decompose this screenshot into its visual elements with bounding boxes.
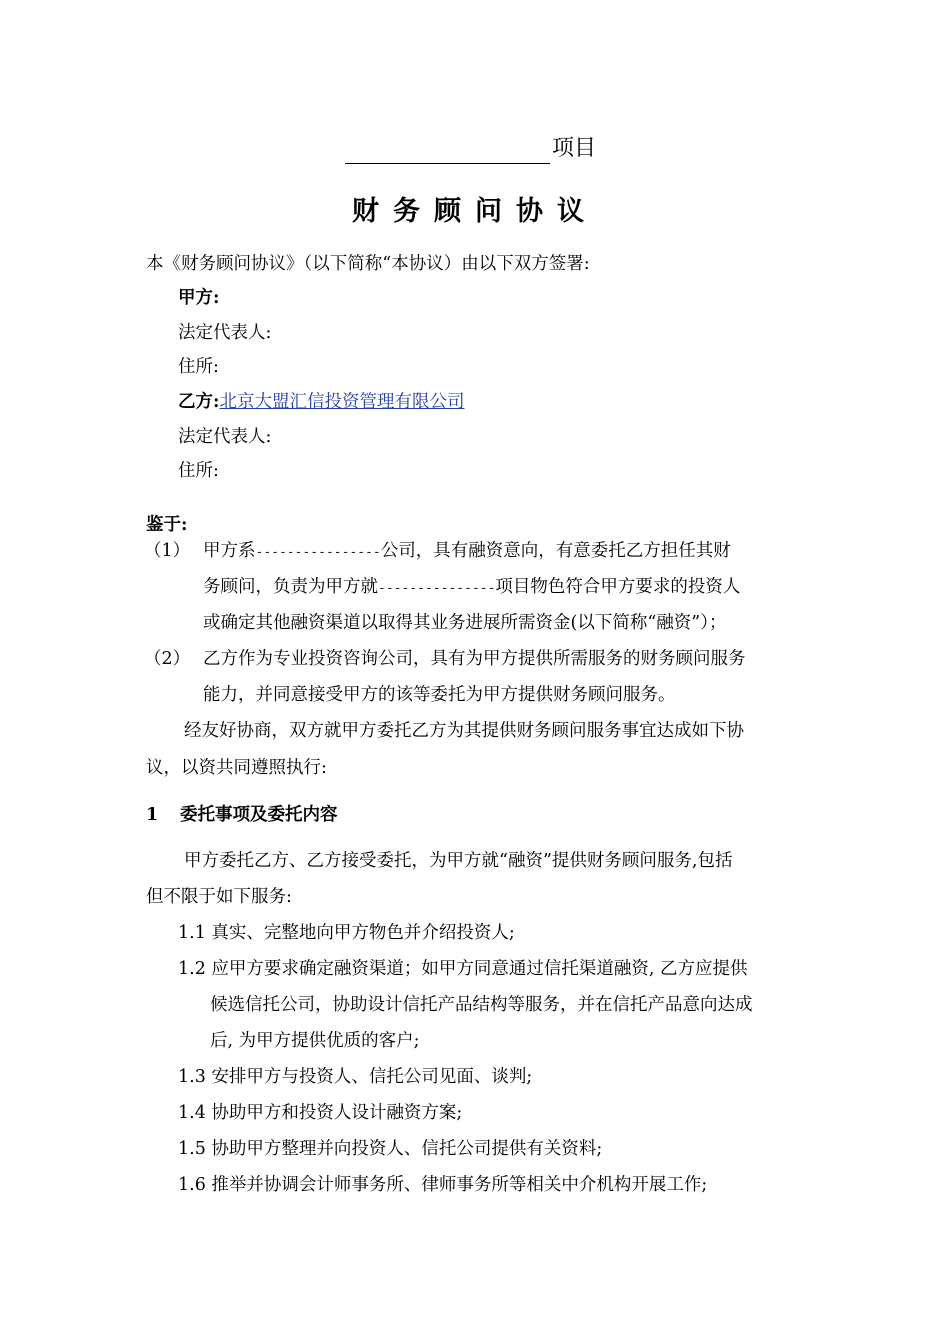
list-item-continuation: 后, 为甲方提供优质的客户; (210, 1031, 420, 1051)
party-b-line (178, 391, 464, 413)
intro-paragraph: 本《财务顾问协议》（以下简称“本协议）由以下双方签署: (146, 254, 590, 274)
list-item: 1.4 协助甲方和投资人设计融资方案; (178, 1103, 463, 1123)
section1-number: 1 (146, 805, 159, 825)
whereas-item2-line2: 能力，并同意接受甲方的该等委托为甲方提供财务顾问服务。 (203, 685, 676, 705)
party-b-label: 乙方: (178, 392, 220, 412)
document-title: 财务顾问协议 (352, 196, 598, 227)
list-item: 1.1 真实、完整地向甲方物色并介绍投资人; (178, 923, 515, 943)
section1-title: 委托事项及委托内容 (180, 805, 338, 825)
whereas-item1-line1: 甲方系----------------公司，具有融资意向，有意委托乙方担任其财 (203, 541, 731, 561)
blank-dashes: --------------- (378, 581, 496, 596)
agreement-line2: 议，以资共同遵照执行: (146, 758, 327, 778)
project-suffix: 项目 (552, 136, 597, 161)
party-b-company-link[interactable]: 北京大盟汇信投资管理有限公司 (219, 392, 465, 412)
whereas-item1-line2: 务顾问，负责为甲方就---------------项目物色符合甲方要求的投资人 (203, 577, 741, 597)
blank-dashes: ---------------- (255, 545, 381, 560)
agreement-line1: 经友好协商，双方就甲方委托乙方为其提供财务顾问服务事宜达成如下协 (184, 721, 744, 741)
party-a-address: 住所: (178, 357, 219, 377)
whereas-item1-line3: 或确定其他融资渠道以取得其业务进展所需资金(以下简称“融资”）； (203, 613, 727, 633)
project-name-blank (345, 137, 550, 164)
whereas-item1-num: （1） (144, 541, 191, 561)
list-item: 1.6 推举并协调会计师事务所、律师事务所等相关中介机构开展工作; (178, 1175, 708, 1195)
project-heading (345, 134, 895, 168)
list-item: 1.5 协助甲方整理并向投资人、信托公司提供有关资料; (178, 1139, 603, 1159)
section1-para-line1: 甲方委托乙方、乙方接受委托，为甲方就“融资”提供财务顾问服务,包括 (184, 851, 733, 871)
list-item-continuation: 候选信托公司，协助设计信托产品结构等服务，并在信托产品意向达成 (210, 995, 753, 1015)
party-a-rep: 法定代表人: (178, 323, 272, 343)
section1-para-line2: 但不限于如下服务: (146, 887, 292, 907)
party-a-label: 甲方: (178, 288, 220, 308)
list-item: 1.2 应甲方要求确定融资渠道；如甲方同意通过信托渠道融资, 乙方应提供 (178, 959, 748, 979)
whereas-item2-num: （2） (144, 649, 191, 669)
party-b-address: 住所: (178, 461, 219, 481)
whereas-item2-line1: 乙方作为专业投资咨询公司，具有为甲方提供所需服务的财务顾问服务 (203, 649, 746, 669)
list-item: 1.3 安排甲方与投资人、信托公司见面、谈判; (178, 1067, 533, 1087)
whereas-label: 鉴于: (146, 515, 188, 535)
party-b-rep: 法定代表人: (178, 427, 272, 447)
